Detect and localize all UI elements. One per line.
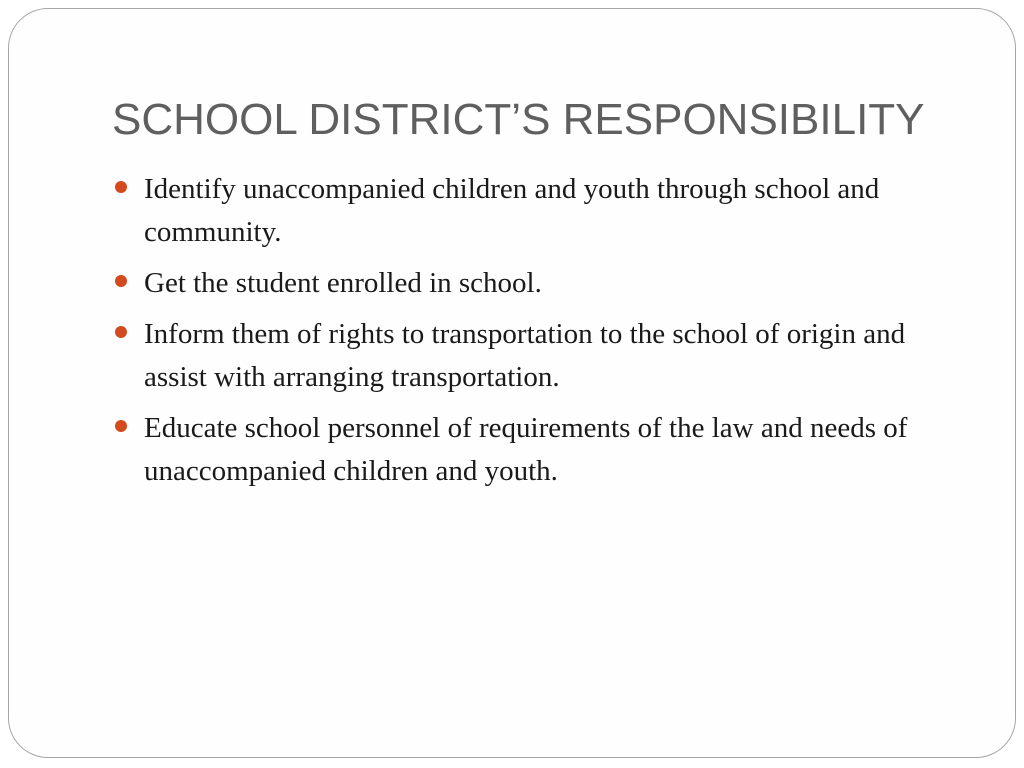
slide-title: SCHOOL DISTRICT’S RESPONSIBILITY <box>112 95 925 144</box>
bullet-text: Get the student enrolled in school. <box>144 267 542 299</box>
bullet-dot-icon <box>115 420 127 432</box>
bullet-text: Educate school personnel of requirements of the law and needs of unaccompanied children and youth. <box>144 412 908 487</box>
bullet-item <box>114 168 964 254</box>
bullet-item <box>114 262 964 305</box>
bullet-list <box>114 168 964 501</box>
bullet-item <box>114 313 964 399</box>
bullet-item <box>114 407 964 493</box>
bullet-text: Identify unaccompanied children and youth through school and community. <box>144 173 880 248</box>
bullet-dot-icon <box>115 326 127 338</box>
bullet-text: Inform them of rights to transportation to the school of origin and assist with arranging transportation. <box>144 318 906 393</box>
bullet-dot-icon <box>115 275 127 287</box>
bullet-dot-icon <box>115 181 127 193</box>
